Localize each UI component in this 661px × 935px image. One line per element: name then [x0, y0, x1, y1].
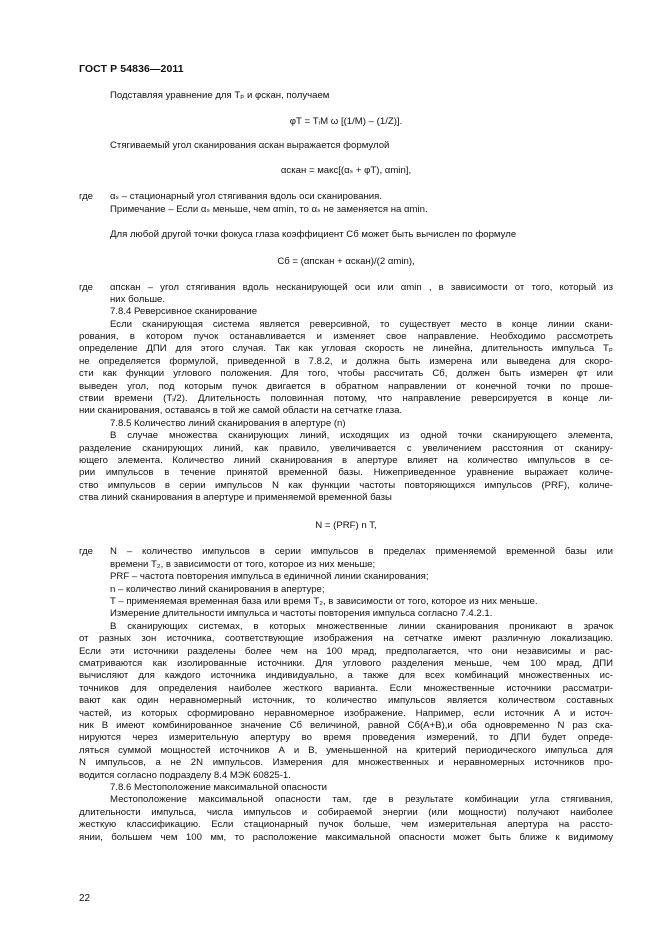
text-line: вают как один неравномерный источник, то количество импульсов является количеством составных	[79, 695, 613, 706]
text-line: выведен угол, под которым пучок двигается в обратном направлении от конечной точки по проше-	[79, 381, 613, 392]
text-line: длительности импульса, числа импульсов и собираемой энергии (или мощности) получают наиболее	[79, 807, 613, 818]
text-line: N – количество импульсов в серии импульсов в пределах применяемой временной базы или	[110, 546, 613, 557]
text-line: Для любой другой точки фокуса глаза коэффициент Cб может быть вычислен по формуле	[110, 229, 517, 240]
text-line: рования, в котором пучок останавливается и изменяет свое направление. Необходимо рассмотреть	[79, 331, 613, 342]
section-heading: 7.8.5 Количество линий сканирования в апертуре (n)	[110, 418, 346, 429]
text-line: водится согласно подразделу 8.4 МЭК 60825-1.	[79, 770, 291, 781]
text-line: нируются через измерительную апертуру во время проведения измерений, то ДПИ будет опреде-	[79, 732, 613, 743]
text-line: ляться суммой мощностей источников А и В, уменьшенной на критерий периодического импульса для	[79, 745, 613, 756]
text-line: PRF – частота повторения импульса в единичной линии сканирования;	[110, 571, 429, 582]
text-line: Если сканирующая система является реверсивной, то существует место в конце линии скани-	[110, 319, 613, 330]
page-number: 22	[79, 893, 91, 904]
text-line: αₛ – стационарный угол стягивания вдоль оси сканирования.	[110, 191, 382, 202]
text-line: времени T₂, в зависимости от того, которое из них меньше;	[110, 559, 376, 570]
text-line: ющего элемента. Количество линий сканирования в апертуре влияет на количество импульсов в се-	[79, 455, 613, 466]
text-line: n – количество линий сканирования в апертуре;	[110, 584, 325, 595]
text-line: частей, из которых сформировано неравномерное изображение. Например, если источник А и источ-	[79, 708, 613, 719]
formula: φТ = TᵢM ω [(1/M) – (1/Z)].	[289, 116, 403, 127]
text-line: янии, большем чем 100 мм, то расположение максимальной опасности может быть ближе к видимому	[79, 832, 613, 843]
text-line: В случае множества сканирующих линий, исходящих из одной точки сканирующего элемента,	[110, 430, 613, 441]
text-line: сти как функции углового положения. Для того, чтобы рассчитать Cб, должен быть измерен φт или	[79, 368, 613, 379]
text-line: N импульсов, а не 2N импульсов. Измерения для множественных и неравномерных источников про-	[79, 757, 613, 768]
text-line: ник В имеют комбинированное значение Cб величиной, равной Cб(A+B),и оба одновременно N раз ска-	[79, 720, 613, 731]
text-line: ства линий сканирования в апертуре и применяемой временной базы	[79, 492, 392, 503]
formula: Cб = (αпскан + αскан)/(2 αmin),	[277, 256, 415, 267]
text-line: жесткую классификацию. Если стационарный пучок больше, чем измерительная апертура на рассто-	[79, 819, 613, 830]
text-line: Подставляя уравнение для Tₚ и φскан, получаем	[110, 90, 330, 101]
formula: N = (PRF) n T,	[315, 520, 377, 531]
text-line: ствии времени (Tᵢ/2). Длительность половинная потому, что направление реверсируется в конце ли-	[79, 393, 613, 404]
section-heading: 7.8.4 Реверсивное сканирование	[110, 306, 258, 317]
text-line: Если эти источники разделены более чем на 100 мрад, предполагается, что они независимы и рас-	[79, 646, 613, 657]
where-label: где	[79, 546, 94, 557]
text-line: В сканирующих системах, в которых множественные линии сканирования проникают в зрачок	[110, 621, 613, 632]
text-line: от разных зон источника, соответствующие изображения на сетчатке имеют различную локализацию.	[79, 633, 613, 644]
section-heading: 7.8.6 Местоположение максимальной опасности	[110, 782, 327, 793]
text-line: точников для определения наиболее жесткого варианта. Если множественные источники рассматри-	[79, 683, 613, 694]
text-line: Стягиваемый угол сканирования αскан выражается формулой	[110, 140, 390, 151]
text-line: разделение сканирующих линий, как правило, увеличивается с увеличением расстояния от сканиру-	[79, 443, 613, 454]
text-line: них больше.	[110, 294, 166, 305]
text-line: вычисляют для каждого источника индивидуально, а также для всех комбинаций множественных ис-	[79, 670, 613, 681]
text-line: определение ДПИ для этого случая. Так как угловая скорость не линейна, длительность импульса Tₚ	[79, 343, 613, 354]
note-line: Примечание – Если αₛ меньше, чем αmin, то αₛ не заменяется на αmin.	[110, 204, 428, 215]
text-line: нии сканирования, оставаясь в той же самой области на сетчатке глаза.	[79, 405, 403, 416]
text-line: не определяется формулой, приведенной в 7.8.2, и должна быть измерена или выведена для скоро-	[79, 356, 613, 367]
text-line: Местоположение максимальной опасности там, где в результате комбинации угла стягивания,	[110, 794, 613, 805]
document-header: ГОСТ Р 54836—2011	[79, 63, 184, 75]
formula: αскан = макс[(αₛ + φТ), αmin],	[280, 165, 412, 176]
text-line: αпскан – угол стягивания вдоль несканирующей оси или αmin , в зависимости от того, который из	[110, 282, 613, 293]
where-label: где	[79, 282, 94, 293]
text-line: сматриваются как изолированные источники. Для углового разделения меньше, чем 100 мрад, ДПИ	[79, 658, 613, 669]
text-line: Измерение длительности импульса и частоты повторения импульса согласно 7.4.2.1.	[110, 608, 493, 619]
text-line: T – применяемая временная база или время T₂, в зависимости от того, которое из них меньше.	[110, 596, 538, 607]
where-label: где	[79, 191, 94, 202]
text-line: рии импульсов в течение принятой временной базы. Нижеприведенное уравнение выражает количе-	[79, 467, 613, 478]
text-line: ство импульсов в серии импульсов N как функции частоты повторяющихся импульсов (PRF), количе-	[79, 480, 613, 491]
